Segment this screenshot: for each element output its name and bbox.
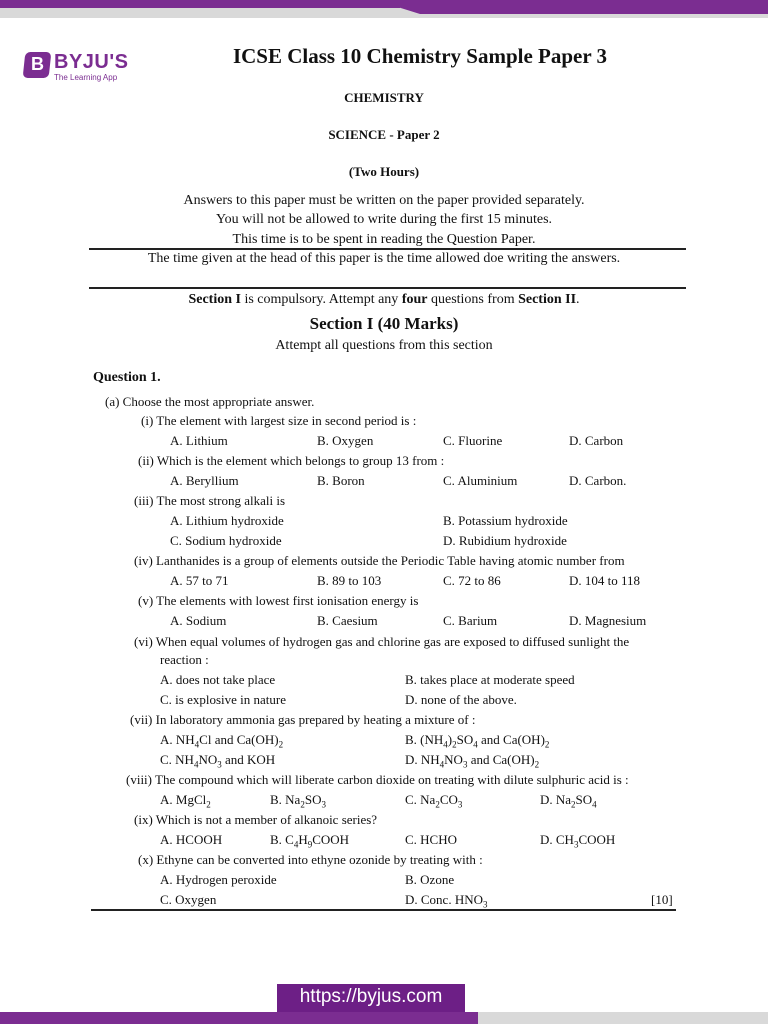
option: D. $NH_4NO_3$ and $Ca(OH)_2$ — [405, 752, 540, 770]
option: A. HCOOH — [160, 832, 223, 847]
top-bar — [0, 0, 768, 18]
question-stem: (ii) Which is the element which belongs to group 13 from : — [138, 453, 445, 468]
option: B. $(NH_4)_2SO_4$ and $Ca(OH)_2$ — [405, 732, 550, 750]
option: A. Hydrogen peroxide — [160, 872, 277, 887]
question-stem: (iv) Lanthanides is a group of elements outside the Periodic Table having atomic number from — [134, 553, 625, 568]
option: B. Oxygen — [317, 433, 374, 448]
option: A. Beryllium — [170, 473, 239, 488]
logo-tagline: The Learning App — [54, 73, 118, 82]
option: C. Barium — [443, 613, 498, 628]
question-stem: (ix) Which is not a member of alkanoic series? — [134, 812, 378, 827]
option: C. 72 to 86 — [443, 573, 501, 588]
option: B. Potassium hydroxide — [443, 513, 568, 528]
divider — [89, 287, 686, 289]
option: D. Magnesium — [569, 613, 647, 628]
logo-mark-letter: B — [31, 54, 44, 74]
option: B. 89 to 103 — [317, 573, 382, 588]
option: C. Sodium hydroxide — [170, 533, 282, 548]
option: B. Ozone — [405, 872, 455, 887]
option: C. HCHO — [405, 832, 458, 847]
option: A. Lithium — [170, 433, 228, 448]
instruction-line: The time given at the head of this paper is the time allowed doe writing the answers. — [147, 251, 621, 266]
option: D. Carbon — [569, 433, 624, 448]
option: B. Caesium — [317, 613, 378, 628]
question-stem: (vii) In laboratory ammonia gas prepared by heating a mixture of : — [130, 712, 476, 727]
question-stem: (v) The elements with lowest first ionisation energy is — [138, 593, 419, 608]
instruction-line: This time is to be spent in reading the Question Paper. — [232, 232, 536, 247]
paper-heading: SCIENCE - Paper 2 — [328, 127, 440, 142]
divider — [89, 248, 686, 250]
bottom-bar — [0, 1012, 768, 1024]
option: D. 104 to 118 — [569, 573, 641, 588]
option: C. Fluorine — [443, 433, 503, 448]
option: A. Lithium hydroxide — [170, 513, 284, 528]
question-stem: (iii) The most strong alkali is — [134, 493, 286, 508]
option: D. Carbon. — [569, 473, 627, 488]
marks-label: [10] — [651, 892, 673, 907]
subject-heading: CHEMISTRY — [344, 90, 424, 105]
instruction-line: You will not be allowed to write during the first 15 minutes. — [215, 212, 553, 227]
option: A. does not take place — [160, 672, 276, 687]
option: C. $NH_4NO_3$ and KOH — [160, 752, 276, 770]
option: C. $Na_2CO_3$ — [405, 792, 463, 810]
page-title: ICSE Class 10 Chemistry Sample Paper 3 — [232, 44, 608, 68]
option: D. $Na_2SO_4$ — [540, 792, 597, 810]
option: D. $CH_3COOH$ — [540, 832, 616, 850]
question-stem-cont: reaction : — [160, 652, 209, 667]
option: C. is explosive in nature — [160, 692, 287, 707]
option: C. Oxygen — [160, 892, 217, 907]
option: A. MgCl$_2$ — [160, 792, 211, 810]
option: C. Aluminium — [443, 473, 518, 488]
footer-url-box[interactable] — [277, 984, 465, 1014]
question-title: Question 1. — [93, 370, 161, 385]
option: A. 57 to 71 — [170, 573, 229, 588]
section-title: Section I (40 Marks) — [309, 314, 459, 333]
question-stem: (i) The element with largest size in second period is : — [141, 413, 417, 428]
question-stem: (vi) When equal volumes of hydrogen gas and chlorine gas are exposed to diffused sunlight the — [134, 634, 630, 649]
option: D. none of the above. — [405, 692, 517, 707]
divider — [91, 909, 676, 911]
section-note: Section I is compulsory. Attempt any four questions from Section II. — [188, 292, 580, 307]
option: A. Sodium — [170, 613, 227, 628]
option: D. Rubidium hydroxide — [443, 533, 567, 548]
question-stem: (x) Ethyne can be converted into ethyne ozonide by treating with : — [138, 852, 483, 867]
logo-name: BYJU'S — [54, 51, 129, 73]
option: B. $Na_2SO_3$ — [270, 792, 326, 810]
option: B. $C_4H_9COOH$ — [270, 832, 350, 850]
question-part-a: (a) Choose the most appropriate answer. — [105, 394, 315, 409]
footer-url-link[interactable]: https://byjus.com — [299, 986, 443, 1007]
option: B. takes place at moderate speed — [405, 672, 575, 687]
option: A. $NH_4Cl$ and $Ca(OH)_2$ — [160, 732, 284, 750]
instruction-line: Answers to this paper must be written on the paper provided separately. — [183, 193, 585, 208]
section-subtitle: Attempt all questions from this section — [275, 338, 493, 353]
question-stem: (viii) The compound which will liberate carbon dioxide on treating with dilute sulphuric acid is : — [126, 772, 629, 787]
option: D. Conc. $HNO_3$ — [405, 892, 488, 910]
option: B. Boron — [317, 473, 365, 488]
duration-heading: (Two Hours) — [348, 164, 420, 179]
